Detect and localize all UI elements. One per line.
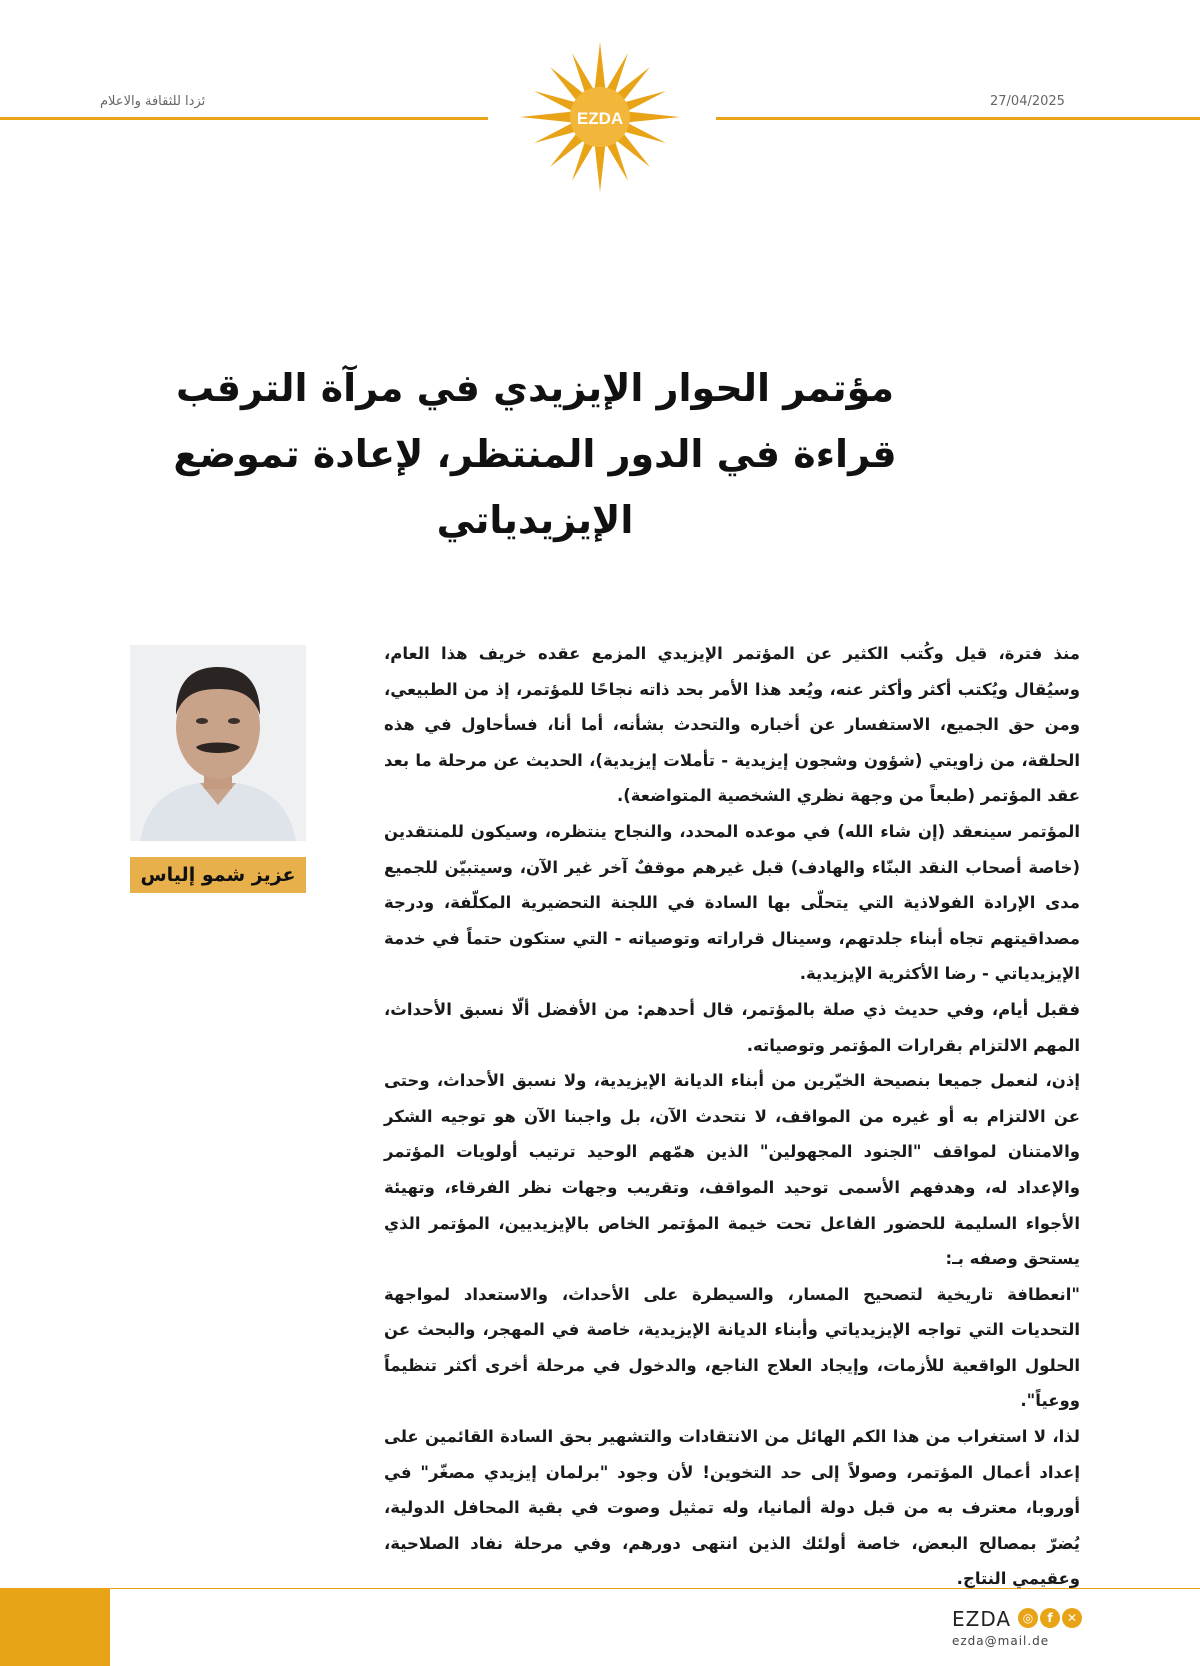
header-rule-left bbox=[0, 117, 488, 120]
article-paragraph: إذن، لنعمل جميعا بنصيحة الخيّرين من أبناء الديانة الإيزيدية، ولا نسبق الأحداث، وحتى عن الالتزام به أو غيره من المواقف، لا نتحدث الآن، بل واجبنا الآن هو توجيه الشكر والامتنان لمواقف "الجنود المجهولين" الذين همّهم الوحيد ترتيب أولويات المؤتمر والإعداد له، وهدفهم الأسمى توحيد المواقف، وتقريب وجهات نظر الفرقاء، وتهيئة الأجواء السليمة للحضور الفاعل تحت خيمة المؤتمر الخاص بالإيزيديين، المؤتمر الذي يستحق وصفه بـ: bbox=[384, 1071, 1080, 1269]
article-body bbox=[384, 636, 1080, 1597]
article-paragraph: "انعطافة تاريخية لتصحيح المسار، والسيطرة على الأحداث، والاستعداد لمواجهة التحديات التي تواجه الإيزيدياتي وأبناء الديانة الإيزيدية، خاصة في المهجر، والبحث عن الحلول الواقعية للأزمات، وإيجاد العلاج الناجع، والدخول في مرحلة أخرى أكثر تنظيماً ووعياً". bbox=[384, 1284, 1080, 1411]
author-name: عزيز شمو إلياس bbox=[130, 857, 306, 893]
title-line-1: مؤتمر الحوار الإيزيدي في مرآة الترقب bbox=[175, 366, 895, 410]
article-paragraph: فقبل أيام، وفي حديث ذي صلة بالمؤتمر، قال أحدهم: من الأفضل ألّا نسبق الأحداث، المهم الالتزام بقرارات المؤتمر وتوصياته. bbox=[384, 999, 1080, 1055]
footer-rule bbox=[110, 1588, 1200, 1589]
title-line-2: قراءة في الدور المنتظر، لإعادة تموضع الإيزيدياتي bbox=[173, 432, 897, 542]
header-rule-right bbox=[716, 117, 1200, 120]
header-date: 27/04/2025 bbox=[990, 94, 1065, 109]
article-title bbox=[150, 355, 920, 553]
footer-accent-block bbox=[0, 1588, 110, 1666]
author-portrait-illustration bbox=[130, 645, 306, 841]
article-paragraph: المؤتمر سينعقد (إن شاء الله) في موعده المحدد، والنجاح ينتظره، وسيكون للمنتقدين (خاصة أصحاب النقد البنّاء والهادف) قبل غيرهم موقفٌ آخر غير الآن، وسيتبيّن للجميع مدى الإرادة الفولاذية التي يتحلّى بها السادة في اللجنة التحضيرية المكلّفة، ودرجة مصداقيتهم تجاه أبناء جلدتهم، وسينال قراراته وتوصياته - التي ستكون حتماً في خدمة الإيزيدياتي - رضا الأكثرية الإيزيدية. bbox=[384, 821, 1080, 984]
author-photo bbox=[130, 645, 306, 841]
header-organization: ئزدا للثقافة والاعلام bbox=[100, 94, 206, 109]
article-paragraph: لذا، لا استغراب من هذا الكم الهائل من الانتقادات والتشهير بحق السادة القائمين على إعداد أعمال المؤتمر، وصولاً إلى حد التخوين! لأن وجود "برلمان إيزيدي مصغّر" في أوروبا، معترف به من قبل دولة ألمانيا، وله تمثيل وصوت في بقية المحافل الدولية، يُضرّ بمصالح البعض، خاصة أولئك الذين انتهى دورهم، وفي مرحلة نفاد الصلاحية، وعقيمي النتاج. bbox=[384, 1427, 1080, 1589]
x-icon[interactable]: ✕ bbox=[1062, 1608, 1082, 1628]
logo-text: EZDA bbox=[576, 109, 624, 128]
article-paragraph: منذ فترة، قيل وكُتب الكثير عن المؤتمر الإيزيدي المزمع عقده خريف هذا العام، وسيُقال ويُكتب أكثر وأكثر عنه، ويُعد هذا الأمر بحد ذاته نجاحًا للمؤتمر، إذ من الطبيعي، ومن حق الجميع، الاستفسار عن أخباره والتحدث بشأنه، أما أنا، فسأحاول في هذه الحلقة، من زاويتي (شؤون وشجون إيزيدية - تأملات إيزيدية)، الحديث عن مرحلة ما بعد عقد المؤتمر (طبعاً من وجهة نظري الشخصية المتواضعة). bbox=[384, 644, 1080, 806]
footer-social-icons bbox=[1018, 1608, 1082, 1628]
ezda-sun-logo bbox=[515, 40, 685, 195]
facebook-icon[interactable]: f bbox=[1040, 1608, 1060, 1628]
footer-brand: EZDA bbox=[952, 1607, 1012, 1631]
instagram-icon[interactable]: ◎ bbox=[1018, 1608, 1038, 1628]
footer-email[interactable]: ezda@mail.de bbox=[952, 1634, 1050, 1648]
